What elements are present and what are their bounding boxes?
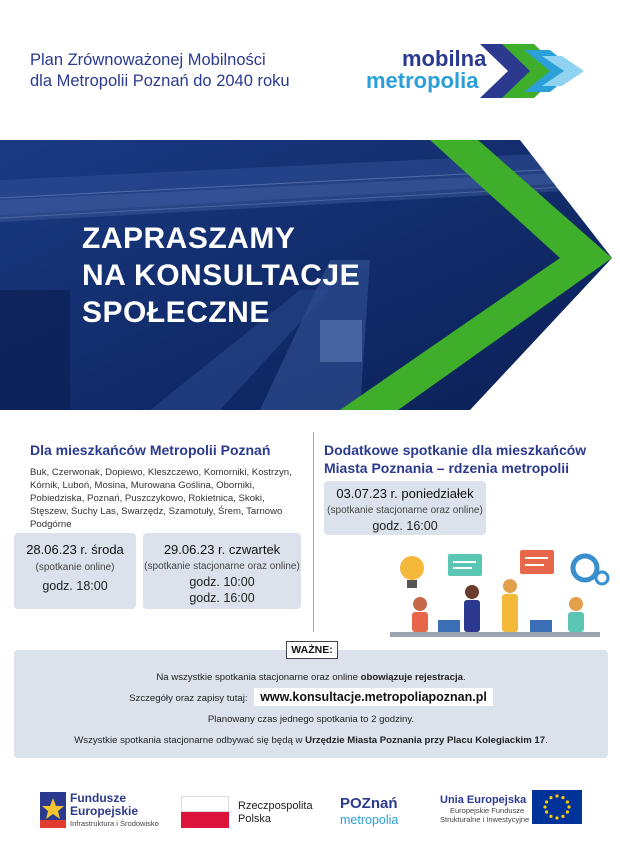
meeting-box-2806 [14,533,136,609]
info-url-line [14,688,608,706]
ue-line2: Europejskie Fundusze [450,806,525,815]
info-text-bold: obowiązuje rejestracja [360,672,463,683]
info-registration-line [14,672,608,683]
fe-star-icon [40,792,66,828]
poznan-line1: POZnań [340,795,398,812]
eu-flag-icon [532,790,582,824]
unia-europejska-logo [440,794,529,824]
header-title-line2: dla Metropolii Poznań do 2040 roku [30,72,290,90]
meeting-time: godz. 16:00 [189,591,255,605]
fe-line2: Europejskie [70,804,139,818]
ue-line3: Strukturalne i Inwestycyjne [440,815,530,824]
hero-title-line3: SPOŁECZNE [82,296,270,329]
right-section-title-line1: Dodatkowe spotkanie dla mieszkańców [324,442,587,458]
poznan-metropolia-logo [340,796,398,828]
rp-line2: Polska [238,813,272,825]
info-text: Szczegóły oraz zapisy tutaj: [129,693,248,704]
info-text: Na wszystkie spotkania stacjonarne oraz online [156,672,361,683]
logo-text-mobilna: mobilna [402,46,487,71]
info-text: . [545,735,548,746]
fe-line1: Fundusze [70,791,126,805]
footer-logos [0,780,620,840]
meeting-date: 29.06.23 r. czwartek [163,542,281,557]
rp-line1: Rzeczpospolita [238,800,313,812]
hero-title [82,220,360,331]
column-divider [313,432,314,632]
fe-line3: Infrastruktura i Środowisko [70,819,159,828]
header-title-line1: Plan Zrównoważonej Mobilności [30,51,266,69]
meeting-time: godz. 18:00 [42,579,108,593]
info-duration-line: Planowany czas jednego spotkania to 2 godziny. [207,714,415,725]
hero-title-line2: NA KONSULTACJE [82,259,361,292]
hero-title-line1: ZAPRASZAMY [82,222,296,255]
info-location-line [14,735,608,746]
right-section-title [324,441,614,477]
rzeczpospolita-logo [238,800,313,826]
meeting-type: (spotkanie stacjonarne oraz online) [327,505,483,516]
right-section-title-line2: Miasta Poznania – rdzenia metropolii [324,460,570,476]
info-text-bold: Urzędzie Miasta Poznania przy Placu Kolegiackim 17 [305,735,546,746]
header [0,0,620,140]
meeting-box-2906 [143,533,301,609]
meeting-date: 03.07.23 r. poniedziałek [336,486,474,501]
hero-banner [0,140,620,410]
important-label: WAŻNE: [286,641,338,659]
mobilna-metropolia-logo [360,42,590,100]
registration-url-link[interactable]: www.konsultacje.metropoliapoznan.pl [254,688,493,706]
info-text: Wszystkie spotkania stacjonarne odbywać się będą w [74,735,306,746]
meeting-type: (spotkanie stacjonarne oraz online) [144,561,300,572]
meeting-box-0307 [324,481,486,535]
ue-line1: Unia Europejska [440,794,527,806]
poznan-line2: metropolia [340,813,399,827]
towns-list: Buk, Czerwonak, Dopiewo, Kleszczewo, Komorniki, Kostrzyn, Kórnik, Luboń, Mosina, Murowana Goślina, Oborniki, Pobiedziska, Poznań, Puszczykowo, Rokietnica, Skoki, Stęszew, Suchy Las, Swarzędz, Szamotuły, Śrem, Tarnowo Podgórne [30,467,292,530]
logo-text-metropolia: metropolia [366,68,479,93]
meeting-type: (spotkanie online) [35,562,115,573]
left-section-title: Dla mieszkańców Metropolii Poznań [30,442,271,458]
people-meeting-illustration-icon [380,540,610,650]
polish-flag-icon [181,796,229,828]
meeting-time: godz. 10:00 [189,575,255,589]
important-info-box [14,650,608,758]
header-title [30,50,370,92]
logo-chevrons-icon [480,42,590,100]
fundusze-europejskie-logo [40,792,160,832]
meeting-time: godz. 16:00 [372,519,438,533]
meeting-date: 28.06.23 r. środa [26,542,124,557]
info-text: . [462,672,466,683]
